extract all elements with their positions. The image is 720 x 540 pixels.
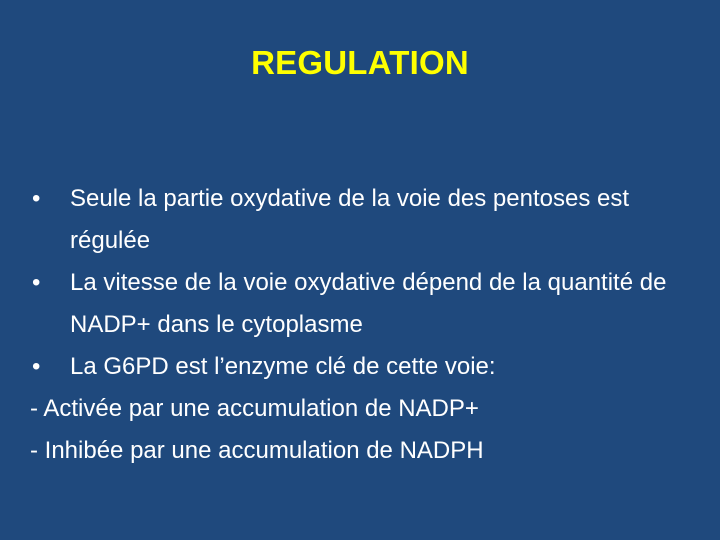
bullet-item	[30, 262, 680, 346]
slide-title: REGULATION	[251, 44, 469, 81]
bullet-text: La vitesse de la voie oxydative dépend de la quantité de NADP+ dans le cytoplasme	[70, 269, 667, 338]
bullet-text: La G6PD est l’enzyme clé de cette voie:	[70, 353, 496, 380]
sub-item-text: - Activée par une accumulation de NADP+	[30, 395, 479, 422]
bullet-icon: •	[32, 269, 41, 296]
bullet-item	[30, 346, 680, 388]
sub-item	[30, 388, 680, 430]
bullet-item	[30, 178, 680, 262]
sub-item-text: - Inhibée par une accumulation de NADPH	[30, 437, 484, 464]
bullet-icon: •	[32, 185, 41, 212]
sub-item	[30, 430, 680, 472]
bullet-icon: •	[32, 353, 41, 380]
bullet-list	[30, 178, 680, 472]
bullet-text: Seule la partie oxydative de la voie des pentoses est régulée	[70, 185, 630, 254]
